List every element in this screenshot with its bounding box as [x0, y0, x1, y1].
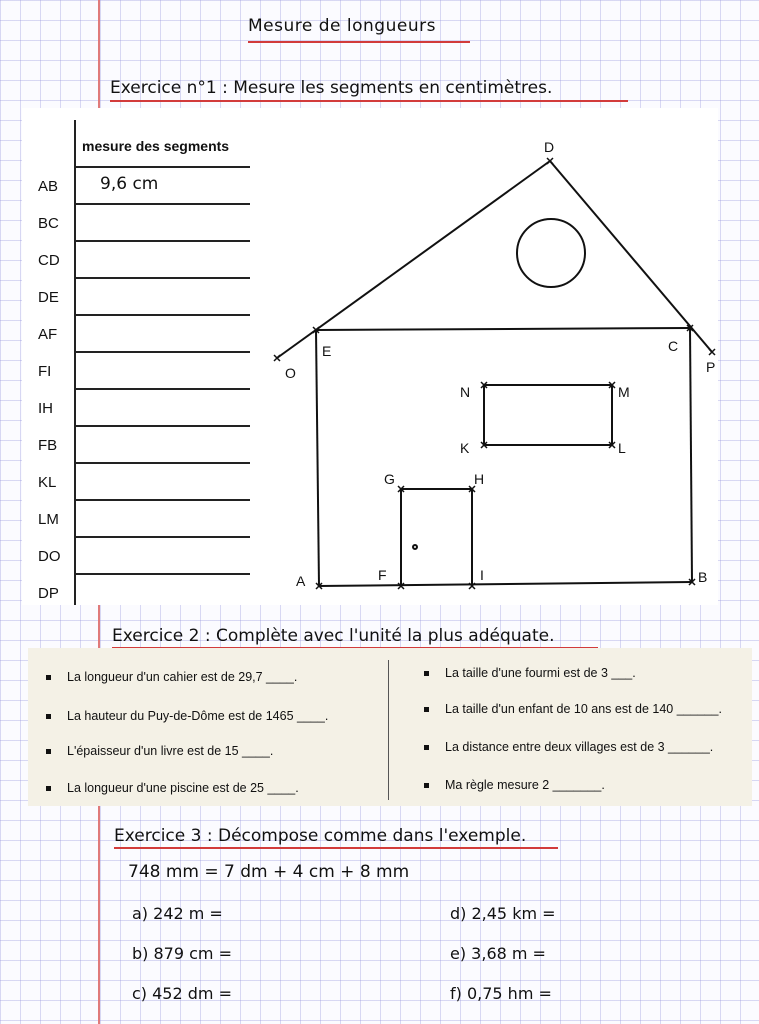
point-label-f: F: [378, 567, 387, 583]
exercise3-underline: [114, 847, 558, 849]
segment-row-cd: [22, 242, 250, 279]
ex2-left-item: La longueur d'une piscine est de 25 ____.: [46, 781, 299, 795]
segment-label: LM: [38, 511, 59, 528]
point-label-h: H: [474, 471, 485, 487]
point-label-a: A: [296, 573, 306, 589]
segment-row-ih: [22, 390, 250, 427]
exercise3-example: 748 mm = 7 dm + 4 cm + 8 mm: [128, 862, 410, 882]
segment-row-bc: [22, 205, 250, 242]
segment-label: DO: [38, 548, 61, 565]
segment-label: AB: [38, 178, 59, 195]
point-label-d: D: [544, 139, 555, 155]
segment-label: FB: [38, 437, 58, 454]
exercise3-item-a: a) 242 m =: [132, 904, 223, 923]
segment-row-af: [22, 316, 250, 353]
cross-d: [547, 158, 553, 164]
segment-ab: [319, 582, 692, 586]
cross-o: [274, 355, 280, 361]
house-figure: [272, 108, 718, 605]
point-label-k: K: [460, 440, 470, 456]
round-window: [517, 219, 585, 287]
exercise2-title: Exercice 2 : Complète avec l'unité la plus adéquate.: [112, 626, 555, 646]
segment-table: [22, 108, 252, 605]
segment-row-fb: [22, 427, 250, 464]
ex2-left-item: La longueur d'un cahier est de 29,7 ____.: [46, 670, 297, 684]
segment-label: BC: [38, 215, 59, 232]
segment-label: KL: [38, 474, 57, 491]
exercise2-box: [28, 648, 752, 806]
segment-ec: [316, 328, 690, 330]
ex2-left-item: L'épaisseur d'un livre est de 15 ____.: [46, 744, 273, 758]
cross-p: [709, 349, 715, 355]
point-label-o: O: [285, 365, 296, 381]
segment-row-kl: [22, 464, 250, 501]
exercise3-item-d: d) 2,45 km =: [450, 904, 556, 923]
point-label-n: N: [460, 384, 471, 400]
column-separator: [388, 660, 389, 800]
segment-ea: [316, 330, 319, 586]
segment-row-do: [22, 538, 250, 575]
segment-row-dp: [22, 575, 250, 612]
rectangle-nmlk: [484, 385, 612, 445]
segment-measure[interactable]: 9,6 cm: [100, 174, 159, 194]
ex2-right-item: La taille d'une fourmi est de 3 ___.: [424, 666, 636, 680]
exercise1-underline: [110, 100, 628, 102]
ex2-right-item: La distance entre deux villages est de 3 ______.: [424, 740, 713, 754]
point-label-i: I: [480, 567, 484, 583]
exercise1-title: Exercice n°1 : Mesure les segments en centimètres.: [110, 78, 553, 98]
segment-label: AF: [38, 326, 58, 343]
ex2-right-item: Ma règle mesure 2 _______.: [424, 778, 605, 792]
segment-label: DE: [38, 289, 59, 306]
exercise3-item-c: c) 452 dm =: [132, 984, 232, 1003]
point-label-g: G: [384, 471, 395, 487]
point-label-c: C: [668, 338, 679, 354]
segment-label: DP: [38, 585, 59, 602]
door-knob: [413, 545, 417, 549]
point-label-m: M: [618, 384, 630, 400]
segment-dp: [550, 161, 712, 352]
segment-row-ab: [22, 168, 250, 205]
exercise1-panel: [22, 108, 718, 605]
exercise3-item-b: b) 879 cm =: [132, 944, 232, 963]
point-label-b: B: [698, 569, 708, 585]
ex2-right-item: La taille d'un enfant de 10 ans est de 140 ______.: [424, 702, 722, 716]
segment-row-de: [22, 279, 250, 316]
segment-label: IH: [38, 400, 53, 417]
exercise3-item-f: f) 0,75 hm =: [450, 984, 552, 1003]
point-label-p: P: [706, 359, 716, 375]
page-title: Mesure de longueurs: [248, 16, 436, 36]
exercise3-item-e: e) 3,68 m =: [450, 944, 546, 963]
segment-row-fi: [22, 353, 250, 390]
segment-label: CD: [38, 252, 60, 269]
point-label-e: E: [322, 343, 332, 359]
segment-row-lm: [22, 501, 250, 538]
ex2-left-item: La hauteur du Puy-de-Dôme est de 1465 ____.: [46, 709, 328, 723]
exercise3-title: Exercice 3 : Décompose comme dans l'exemple.: [114, 826, 527, 846]
point-label-l: L: [618, 440, 626, 456]
title-underline: [248, 41, 470, 43]
table-header: mesure des segments: [82, 138, 230, 154]
segment-label: FI: [38, 363, 52, 380]
segment-cb: [690, 328, 692, 582]
